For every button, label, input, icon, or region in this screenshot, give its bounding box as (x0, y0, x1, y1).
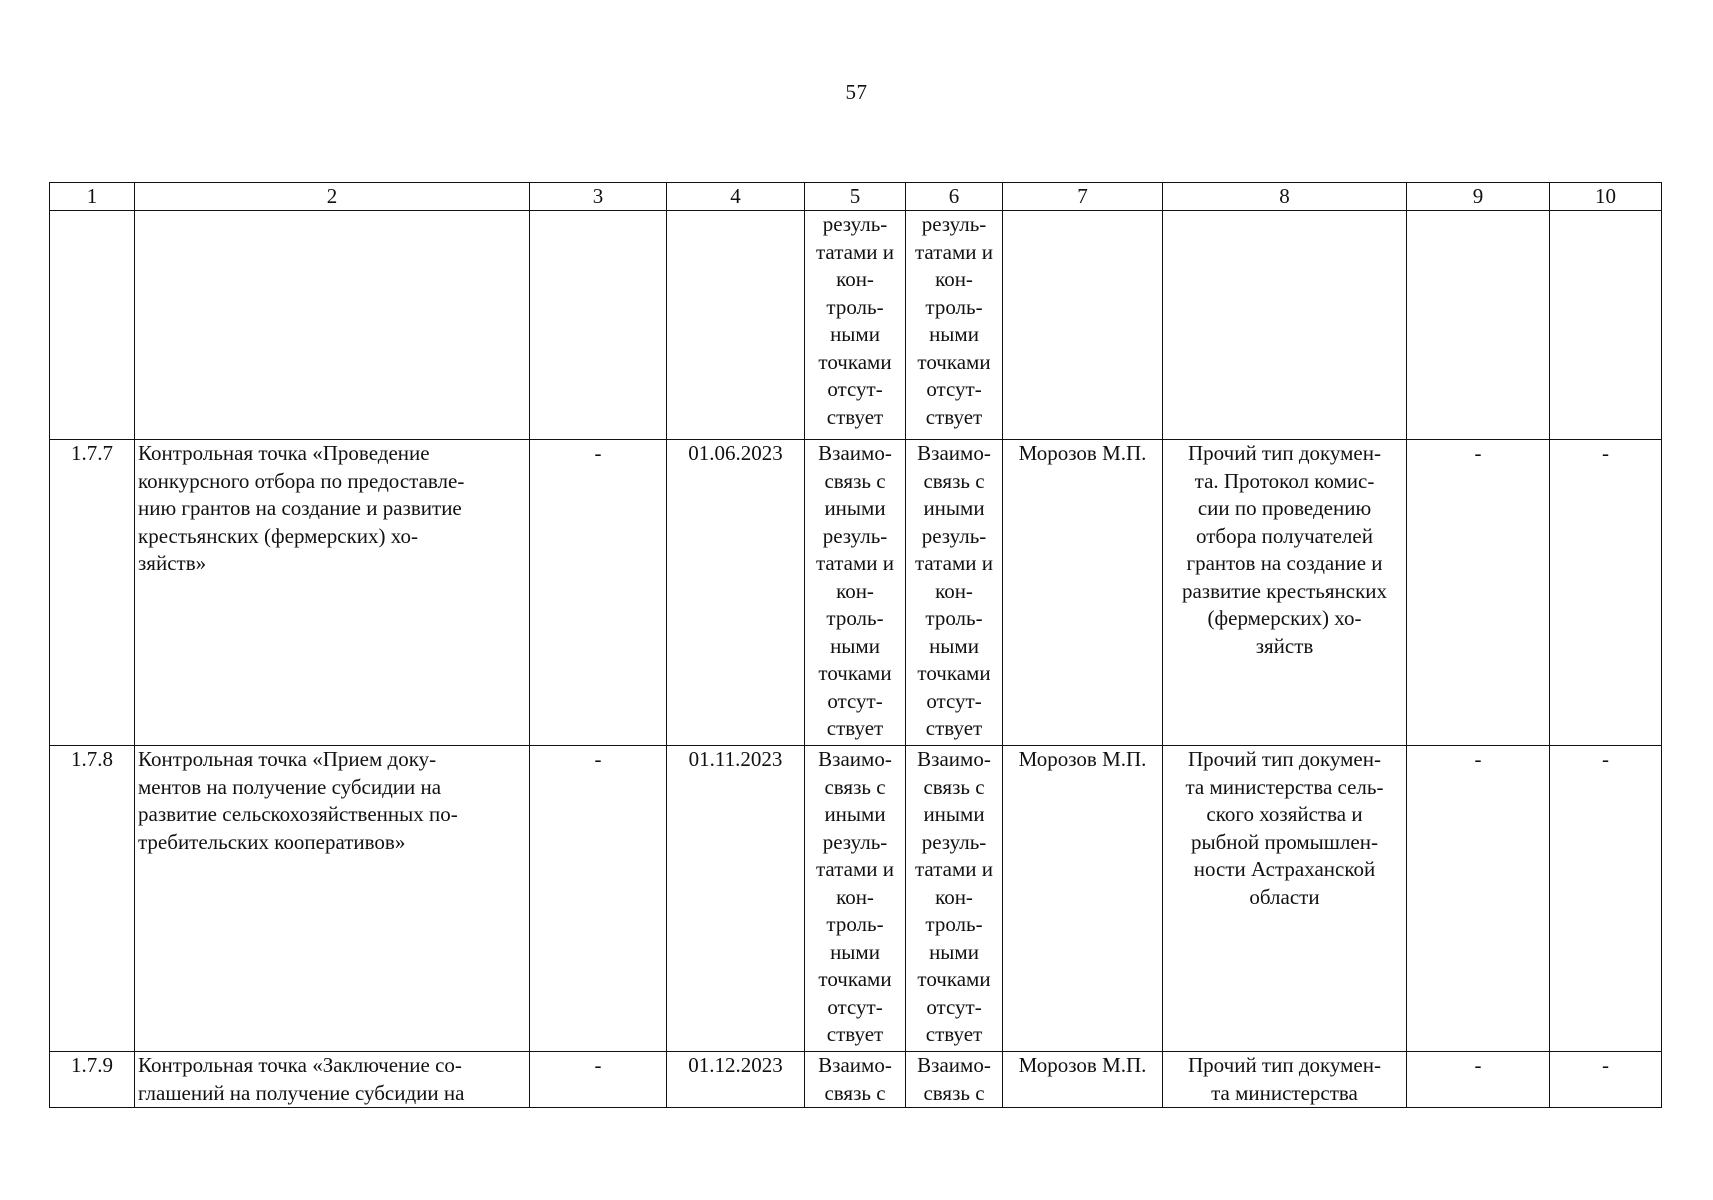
row-col5-line: троль- (826, 912, 884, 936)
row-col6-line: Взаимо- (917, 1053, 991, 1077)
row-col5-line: иными (824, 802, 886, 826)
row-col6-line: ствует (925, 1022, 983, 1046)
row-col6 (906, 1052, 1003, 1108)
row-col5-line: ствует (826, 716, 884, 740)
header-cell: 6 (906, 183, 1003, 211)
header-cell: 8 (1163, 183, 1407, 211)
row-col6-line: Взаимо- (917, 747, 991, 771)
row-col5-line: Взаимо- (818, 747, 892, 771)
row-col6-line: резуль- (921, 829, 987, 854)
row-responsible: Морозов М.П. (1003, 440, 1163, 746)
row-col9 (1407, 211, 1550, 440)
row-name-line: Контрольная точка «Прием доку- (138, 747, 437, 771)
row-col6-line: ными (929, 633, 979, 658)
row-col5-line: ными (830, 322, 880, 346)
row-doc-type-line: ского хозяйства и (1206, 802, 1363, 826)
row-name-line: Контрольная точка «Проведение (138, 441, 430, 465)
row-col10 (1550, 211, 1662, 440)
row-name-line: крестьянских (фермерских) хо- (138, 523, 418, 548)
row-responsible: Морозов М.П. (1003, 746, 1163, 1052)
row-doc-type-line: ности Астраханской (1193, 857, 1376, 881)
row-col3: - (530, 1052, 667, 1108)
row-doc-type-line: грантов на создание и (1186, 551, 1383, 575)
row-col3: - (530, 440, 667, 746)
row-col6-line: резуль- (921, 523, 987, 548)
row-doc-type-line: Прочий тип докумен- (1188, 747, 1381, 771)
row-col10: - (1550, 1052, 1662, 1108)
row-name-line: ментов на получение субсидии на (138, 774, 442, 799)
page-number: 57 (845, 80, 868, 104)
row-col6-line: кон- (935, 267, 973, 291)
row-col6-line: связь с (923, 468, 985, 493)
row-name (135, 1052, 530, 1108)
row-col6-line: ствует (925, 716, 983, 740)
row-col5-line: Взаимо- (818, 1053, 892, 1077)
row-doc-type (1163, 1052, 1407, 1108)
row-doc-type-line: Прочий тип докумен- (1188, 1053, 1381, 1077)
row-name-line: Контрольная точка «Заключение со- (138, 1053, 462, 1077)
row-col6-line: связь с (923, 774, 985, 799)
row-col5-line: иными (824, 496, 886, 520)
row-col5-line: ными (830, 939, 880, 964)
row-col5-line: связь с (824, 774, 886, 799)
row-responsible: Морозов М.П. (1003, 1052, 1163, 1108)
header-cell: 3 (530, 183, 667, 211)
row-name-line: конкурсного отбора по предоставле- (138, 468, 465, 493)
row-col10: - (1550, 746, 1662, 1052)
row-col5-line: ствует (826, 1022, 884, 1046)
table-row (50, 440, 1662, 746)
row-col5-line: ствует (826, 404, 884, 429)
row-col5-line: татами и (816, 239, 894, 264)
row-col5-line: отсут- (827, 994, 883, 1019)
row-col6-line: Взаимо- (917, 441, 991, 465)
row-doc-type-line: отбора получателей (1196, 523, 1373, 548)
header-cell: 1 (50, 183, 135, 211)
table-row (50, 746, 1662, 1052)
header-cell: 10 (1550, 183, 1662, 211)
row-col6-line: троль- (925, 294, 983, 319)
row-col5-line: резуль- (822, 212, 888, 236)
row-col6-line: кон- (935, 884, 973, 909)
row-col6-line: ствует (925, 404, 983, 429)
row-name (135, 746, 530, 1052)
row-date (667, 211, 805, 440)
row-col5-line: точками (818, 967, 892, 991)
row-col5-line: троль- (826, 294, 884, 319)
row-col5-line: Взаимо- (818, 441, 892, 465)
row-doc-type-line: рыбной промышлен- (1191, 829, 1378, 854)
row-col5-line: татами и (816, 551, 894, 575)
row-col9: - (1407, 746, 1550, 1052)
row-col5-line: кон- (836, 578, 874, 603)
row-col5-line: резуль- (822, 523, 888, 548)
header-row (50, 183, 1662, 211)
row-number: 1.7.9 (50, 1052, 135, 1108)
row-col6-line: кон- (935, 578, 973, 603)
row-doc-type (1163, 211, 1407, 440)
header-cell: 5 (805, 183, 906, 211)
row-date: 01.11.2023 (667, 746, 805, 1052)
row-col6-line: резуль- (921, 212, 987, 236)
row-col6-line: ными (929, 322, 979, 346)
row-col9: - (1407, 1052, 1550, 1108)
row-number: 1.7.7 (50, 440, 135, 746)
row-col6-line: татами и (915, 551, 993, 575)
row-col6 (906, 746, 1003, 1052)
row-col5-line: кон- (836, 884, 874, 909)
header-cell: 9 (1407, 183, 1550, 211)
row-doc-type-line: области (1249, 884, 1320, 909)
row-doc-type-line: та министерства (1211, 1080, 1358, 1105)
row-date: 01.12.2023 (667, 1052, 805, 1108)
row-col9: - (1407, 440, 1550, 746)
row-col3: - (530, 746, 667, 1052)
row-col5-line: троль- (826, 606, 884, 630)
row-col5 (805, 211, 906, 440)
row-col5-line: кон- (836, 267, 874, 291)
row-doc-type-line: (фермерских) хо- (1207, 606, 1362, 630)
row-col6 (906, 211, 1003, 440)
row-doc-type-line: зяйств (1255, 633, 1314, 658)
row-number (50, 211, 135, 440)
row-col6-line: троль- (925, 606, 983, 630)
row-doc-type-line: та министерства сель- (1185, 774, 1384, 799)
row-col6-line: ными (929, 939, 979, 964)
row-col3 (530, 211, 667, 440)
row-name-line: нию грантов на создание и развитие (138, 496, 462, 520)
row-col6-line: татами и (915, 857, 993, 881)
row-doc-type-line: развитие крестьянских (1181, 578, 1388, 603)
row-col5 (805, 440, 906, 746)
row-name-line: развитие сельскохозяйственных по- (138, 802, 458, 826)
row-col6-line: точками (917, 349, 991, 374)
header-cell: 4 (667, 183, 805, 211)
row-col6-line: иными (923, 802, 985, 826)
table-row (50, 1052, 1662, 1108)
row-col5-line: связь с (824, 468, 886, 493)
row-col5 (805, 746, 906, 1052)
row-doc-type-line: сии по проведению (1197, 496, 1372, 520)
row-col6 (906, 440, 1003, 746)
row-name-line: требительских кооперативов» (138, 829, 406, 854)
row-doc-type (1163, 746, 1407, 1052)
results-table (49, 182, 1662, 1108)
row-col5-line: точками (818, 349, 892, 374)
row-col5-line: отсут- (827, 377, 883, 401)
row-col5-line: точками (818, 661, 892, 685)
row-col5-line: татами и (816, 857, 894, 881)
row-name-line: глашений на получение субсидии на (138, 1080, 465, 1105)
row-name-line: зяйств» (138, 551, 207, 575)
row-col5 (805, 1052, 906, 1108)
header-cell: 7 (1003, 183, 1163, 211)
row-number: 1.7.8 (50, 746, 135, 1052)
row-col6-line: иными (923, 496, 985, 520)
row-col5-line: связь с (824, 1080, 886, 1105)
table-row (50, 211, 1662, 440)
row-doc-type-line: Прочий тип докумен- (1188, 441, 1381, 465)
row-col6-line: татами и (915, 239, 993, 264)
row-col6-line: точками (917, 967, 991, 991)
row-col5-line: отсут- (827, 688, 883, 713)
row-col6-line: отсут- (926, 377, 982, 401)
row-name (135, 211, 530, 440)
row-col6-line: отсут- (926, 994, 982, 1019)
row-col5-line: резуль- (822, 829, 888, 854)
row-col6-line: связь с (923, 1080, 985, 1105)
row-name (135, 440, 530, 746)
row-doc-type (1163, 440, 1407, 746)
row-date: 01.06.2023 (667, 440, 805, 746)
row-responsible (1003, 211, 1163, 440)
row-col5-line: ными (830, 633, 880, 658)
row-col10: - (1550, 440, 1662, 746)
row-doc-type-line: та. Протокол комис- (1194, 468, 1375, 493)
row-col6-line: точками (917, 661, 991, 685)
row-col6-line: троль- (925, 912, 983, 936)
row-col6-line: отсут- (926, 688, 982, 713)
header-cell: 2 (135, 183, 530, 211)
